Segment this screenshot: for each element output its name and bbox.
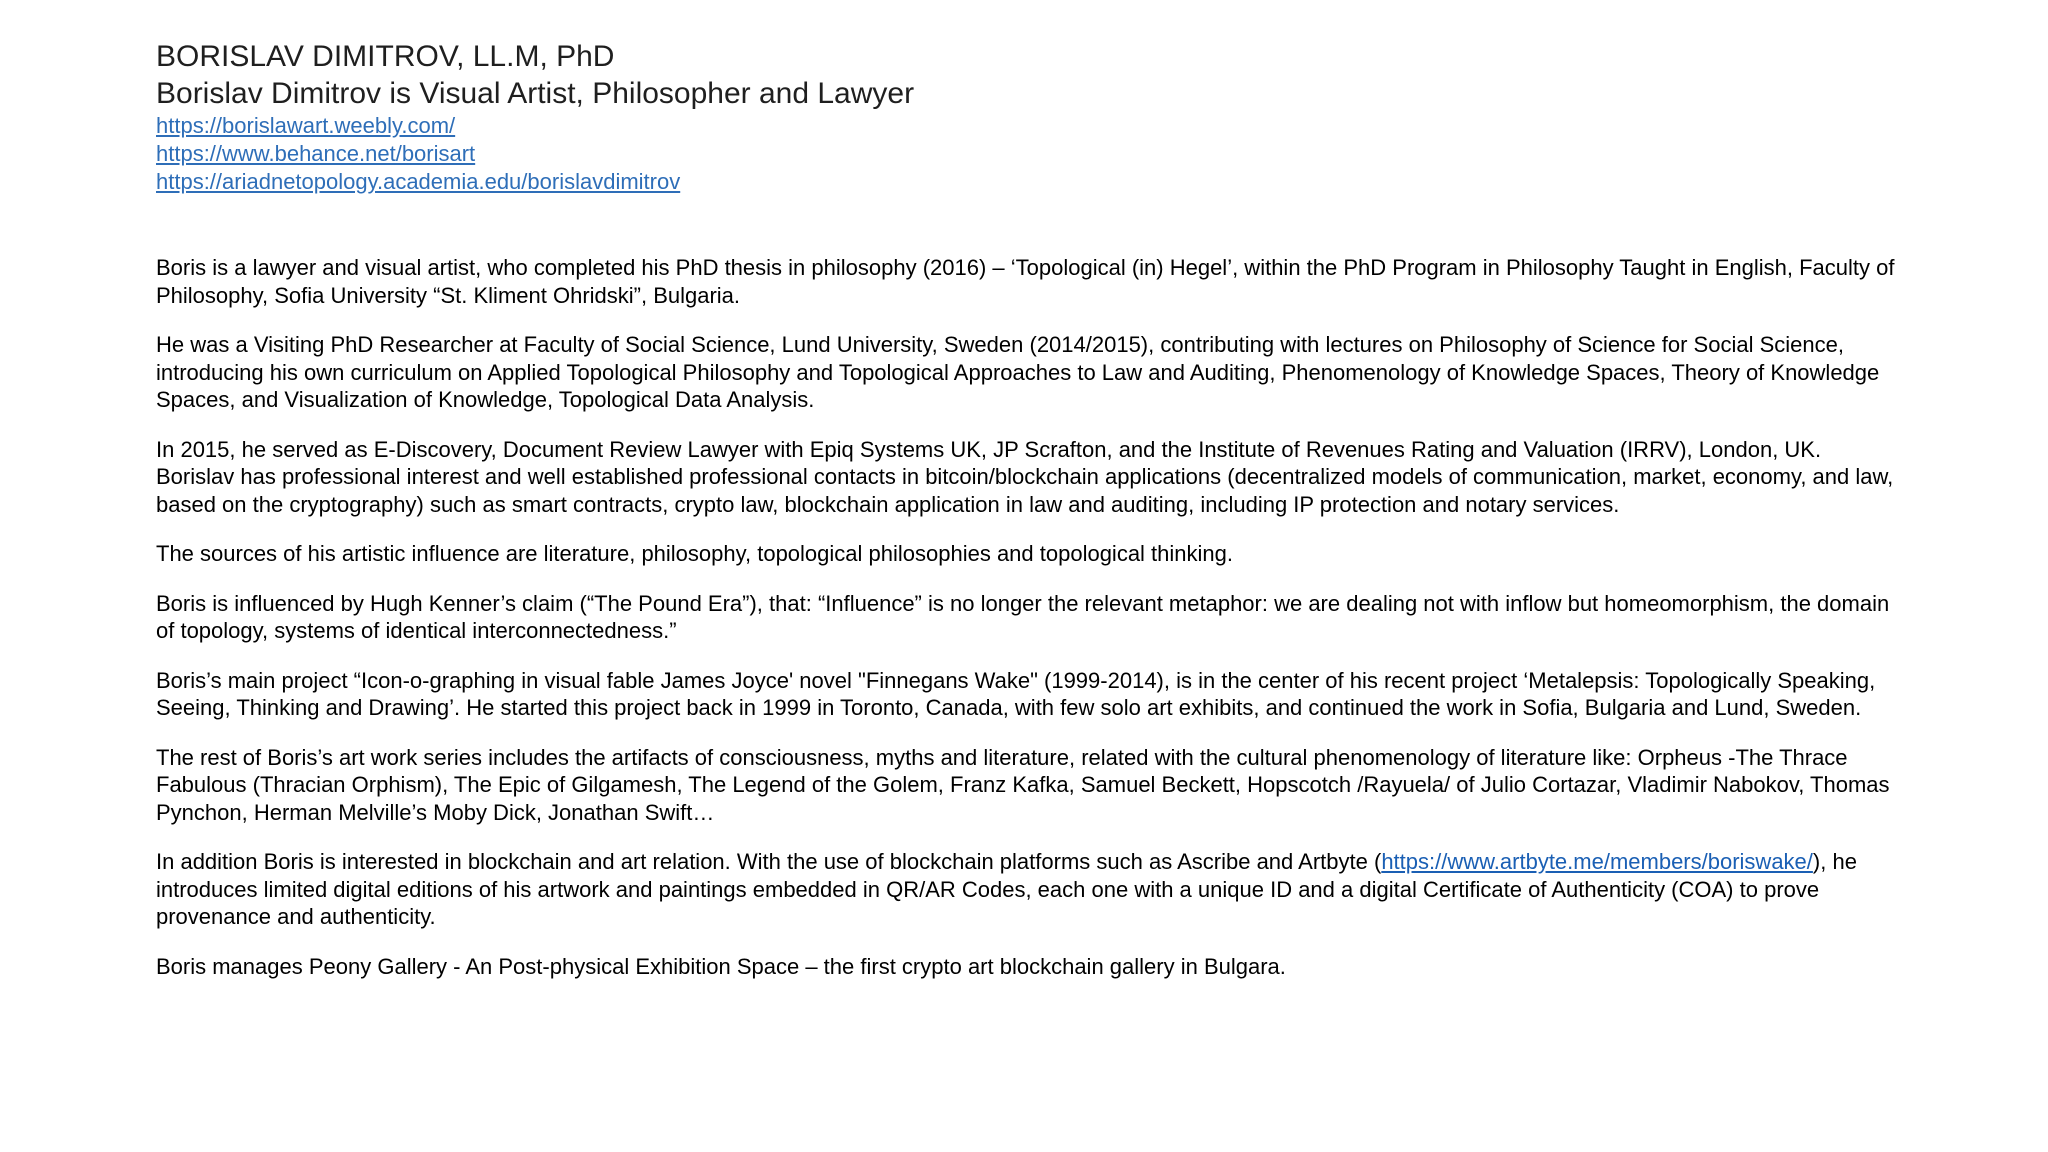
paragraph-main-project: Boris’s main project “Icon-o-graphing in visual fable James Joyce' novel "Finnegans Wake" (1999-2014), is in the center of his recent project ‘Metalepsis: Topologically Speaking, Seeing, Thinking and Drawing’. He started this project back in 1999 in Toronto, Canada, with few solo art exhibits, and continued the work in Sofia, Bulgaria and Lund, Sweden. bbox=[156, 667, 1876, 720]
paragraph-kenner: Boris is influenced by Hugh Kenner’s claim (“The Pound Era”), that: “Influence” is no longer the relevant metaphor: we are dealing not with inflow but homeomorphism, the domain of topology, systems of identical interconnectedness.” bbox=[156, 590, 1890, 643]
paragraph-art-series: The rest of Boris’s art work series includes the artifacts of consciousness, myths and literature, related with the cultural phenomenology of literature like: Orpheus -The Thrace Fabulous (Thracian Orphism), The Epic of Gilgamesh, The Legend of the Golem, Franz Kafka, Samuel Beckett, Hopscotch /Rayuela/ of Julio Cortazar, Vladimir Nabokov, Thomas Pynchon, Herman Melville’s Moby Dick, Jonathan Swift… bbox=[156, 744, 1890, 825]
paragraph-blockchain bbox=[156, 848, 1901, 931]
paragraph-influences: The sources of his artistic influence are literature, philosophy, topological philosophies and topological thinking. bbox=[156, 541, 1234, 566]
paragraph-blockchain-before: In addition Boris is interested in blockchain and art relation. With the use of blockchain platforms such as Ascribe and Artbyte ( bbox=[156, 849, 1382, 874]
paragraph-london: In 2015, he served as E-Discovery, Document Review Lawyer with Epiq Systems UK, JP Scrafton, and the Institute of Revenues Rating and Valuation (IRRV), London, UK. Borislav has professional interest and well established professional contacts in bitcoin/blockchain applications (decentralized models of communication, market, economy, and law, based on the cryptography) such as smart contracts, crypto law, blockchain application in law and auditing, including IP protection and notary services. bbox=[156, 436, 1894, 517]
link-academia[interactable]: https://ariadnetopology.academia.edu/borislavdimitrov bbox=[156, 169, 681, 194]
paragraph-blockchain-after: ), he introduces limited digital editions of his artwork and paintings embedded in QR/AR Codes, each one with a unique ID and a digital Certificate of Authenticity (COA) to prove provenance and authenticity. bbox=[156, 849, 1857, 929]
author-name: BORISLAV DIMITROV, LL.M, PhD bbox=[156, 40, 615, 73]
link-list bbox=[156, 112, 1906, 196]
paragraph-gallery: Boris manages Peony Gallery - An Post-physical Exhibition Space – the first crypto art blockchain gallery in Bulgara. bbox=[156, 953, 1286, 979]
paragraph-lund: He was a Visiting PhD Researcher at Faculty of Social Science, Lund University, Sweden (2014/2015), contributing with lectures on Philosophy of Science for Social Science, introducing his own curriculum on Applied Topological Philosophy and Topological Approaches to Law and Auditing, Phenomenology of Knowledge Spaces, Theory of Knowledge Spaces, and Visualization of Knowledge, Topological Data Analysis. bbox=[156, 332, 1880, 412]
paragraph-phd: Boris is a lawyer and visual artist, who completed his PhD thesis in philosophy (2016) – ‘Topological (in) Hegel’, within the PhD Program in Philosophy Taught in English, Faculty of Philosophy, Sofia University “St. Kliment Ohridski”, Bulgaria. bbox=[156, 255, 1895, 308]
link-behance[interactable]: https://www.behance.net/borisart bbox=[156, 141, 476, 166]
link-artbyte[interactable]: https://www.artbyte.me/members/boriswake/ bbox=[1381, 849, 1813, 874]
bio-content bbox=[156, 254, 1901, 1002]
author-tagline: Borislav Dimitrov is Visual Artist, Philosopher and Lawyer bbox=[156, 77, 915, 110]
link-weebly[interactable]: https://borislawart.weebly.com/ bbox=[156, 113, 456, 138]
header bbox=[156, 38, 1906, 196]
